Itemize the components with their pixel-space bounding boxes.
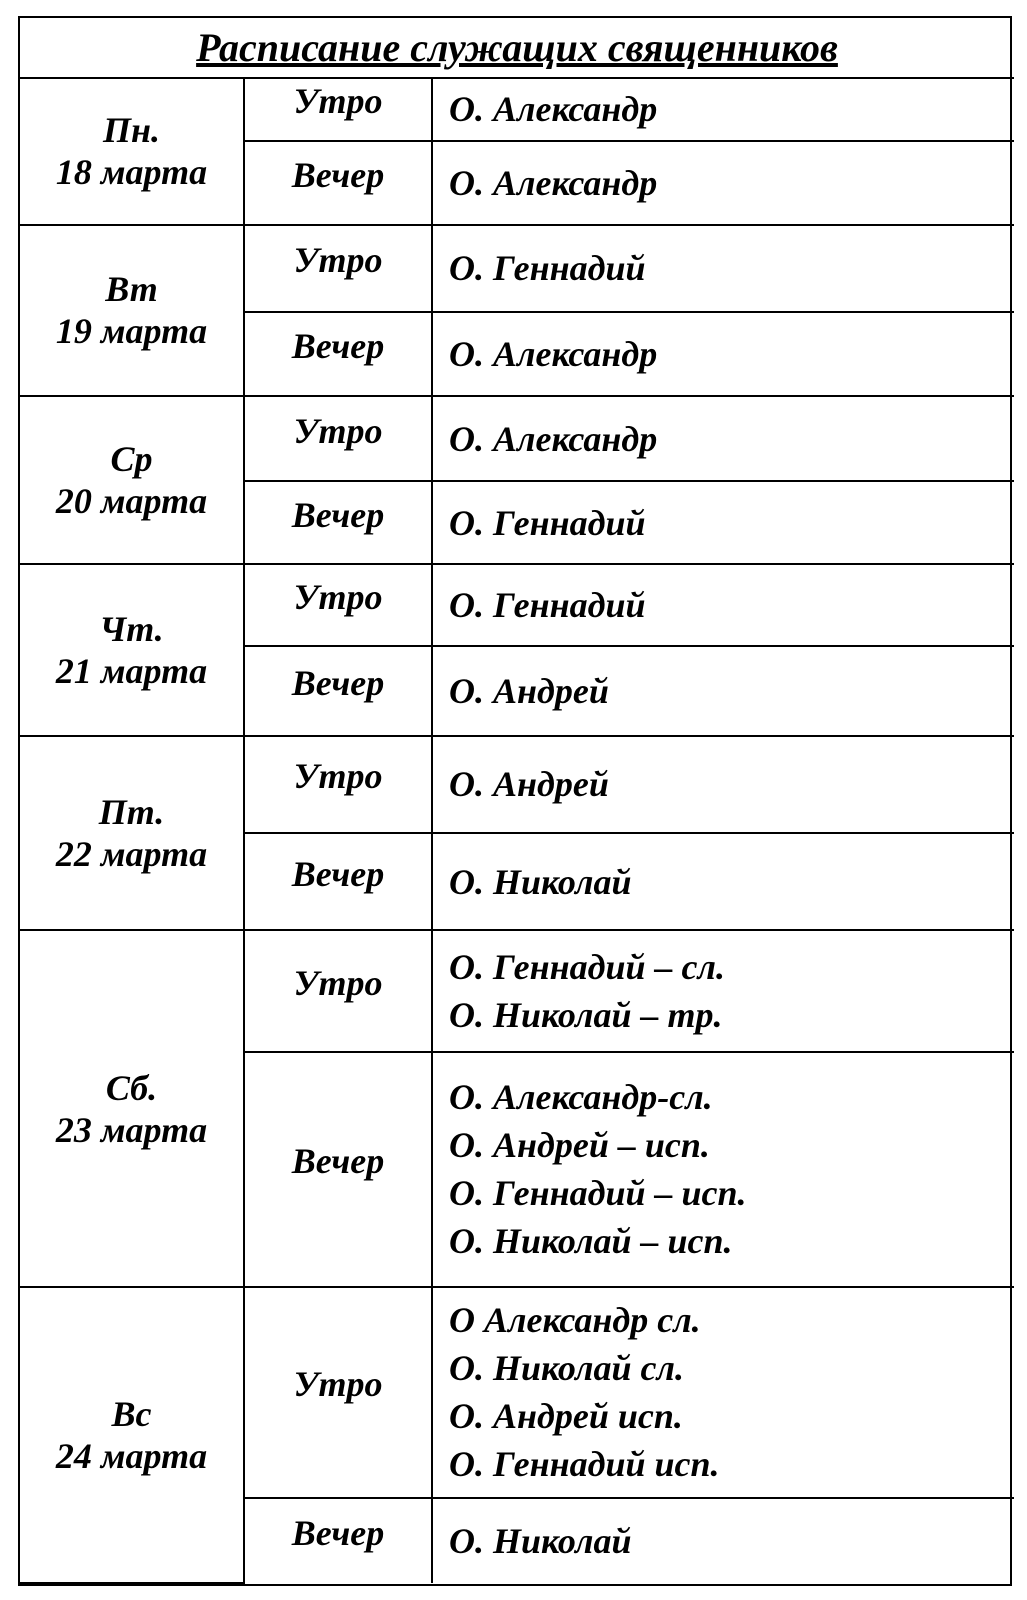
page-title: Расписание служащих священников	[20, 18, 1014, 78]
day-name: Сб.	[105, 1067, 158, 1108]
day-cell	[20, 736, 244, 931]
day-cell	[20, 930, 244, 1287]
day-name: Вт	[105, 269, 158, 310]
priest-cell	[432, 1498, 1014, 1583]
day-cell	[20, 225, 244, 396]
day-name: Вс	[111, 1393, 152, 1434]
priest-cell	[432, 930, 1014, 1052]
priest-entry: О. Николай – исп.	[449, 1221, 733, 1262]
title-row	[20, 18, 1014, 78]
service-part-evening: Вечер	[244, 312, 432, 396]
service-part-morning: Утро	[244, 736, 432, 833]
priest-entry: О. Александр-сл.	[449, 1077, 713, 1118]
service-part-morning: Утро	[244, 78, 432, 141]
service-part-morning: Утро	[244, 930, 432, 1052]
day-name: Пт.	[98, 791, 165, 832]
priest-entry: О. Геннадий	[449, 502, 646, 543]
priest-entry: О. Геннадий – исп.	[449, 1173, 747, 1214]
priest-cell	[432, 78, 1014, 141]
priest-entry: О. Александр	[449, 162, 658, 203]
service-part-evening: Вечер	[244, 141, 432, 225]
day-date: 21 марта	[55, 650, 208, 691]
day-cell	[20, 564, 244, 735]
day-date: 18 марта	[55, 152, 208, 193]
priest-entry: О. Андрей	[449, 764, 609, 805]
day-date: 20 марта	[55, 481, 208, 522]
priest-cell	[432, 481, 1014, 564]
priest-cell	[432, 141, 1014, 225]
service-part-morning: Утро	[244, 225, 432, 312]
priest-cell	[432, 225, 1014, 312]
schedule-row-morning	[20, 564, 1014, 646]
priest-entry: О. Геннадий	[449, 248, 646, 289]
service-part-morning: Утро	[244, 396, 432, 481]
priest-cell	[432, 736, 1014, 833]
priest-entry: О. Александр	[449, 89, 658, 130]
schedule-row-morning	[20, 78, 1014, 141]
priest-entry: О Александр сл.	[449, 1300, 701, 1341]
priest-entry: О. Николай	[449, 861, 632, 902]
priest-entry: О. Николай	[449, 1520, 632, 1561]
priest-entry: О. Андрей	[449, 670, 609, 711]
priest-cell	[432, 1287, 1014, 1498]
priest-entry: О. Геннадий – сл.	[449, 946, 725, 987]
day-date: 19 марта	[55, 311, 208, 352]
day-date: 22 марта	[55, 833, 208, 874]
priest-cell	[432, 833, 1014, 930]
priest-entry: О. Геннадий исп.	[449, 1444, 720, 1485]
priest-entry: О. Николай – тр.	[449, 994, 723, 1035]
priest-entry: О. Александр	[449, 418, 658, 459]
day-date: 24 марта	[55, 1435, 208, 1476]
priest-cell	[432, 564, 1014, 646]
schedule-row-morning	[20, 225, 1014, 312]
priest-entry: О. Александр	[449, 333, 658, 374]
service-part-evening: Вечер	[244, 481, 432, 564]
day-name: Пн.	[103, 110, 160, 151]
day-name: Ср	[110, 439, 153, 480]
priest-entry: О. Андрей – исп.	[449, 1125, 710, 1166]
service-part-evening: Вечер	[244, 833, 432, 930]
priest-cell	[432, 646, 1014, 735]
priest-entry: О. Андрей исп.	[449, 1396, 683, 1437]
service-part-evening: Вечер	[244, 1498, 432, 1583]
day-date: 23 марта	[55, 1109, 208, 1150]
schedule-row-morning	[20, 1287, 1014, 1498]
day-name: Чт.	[99, 608, 164, 649]
day-cell	[20, 78, 244, 225]
schedule-row-morning	[20, 396, 1014, 481]
schedule-row-morning	[20, 930, 1014, 1052]
schedule-table	[20, 18, 1014, 1584]
priest-cell	[432, 1052, 1014, 1287]
priest-cell	[432, 396, 1014, 481]
service-part-evening: Вечер	[244, 646, 432, 735]
service-part-morning: Утро	[244, 1287, 432, 1498]
priest-cell	[432, 312, 1014, 396]
day-cell	[20, 1287, 244, 1583]
day-cell	[20, 396, 244, 564]
priest-entry: О. Геннадий	[449, 585, 646, 626]
service-part-morning: Утро	[244, 564, 432, 646]
priest-entry: О. Николай сл.	[449, 1348, 684, 1389]
schedule-row-morning	[20, 736, 1014, 833]
schedule-sheet	[18, 16, 1012, 1586]
service-part-evening: Вечер	[244, 1052, 432, 1287]
